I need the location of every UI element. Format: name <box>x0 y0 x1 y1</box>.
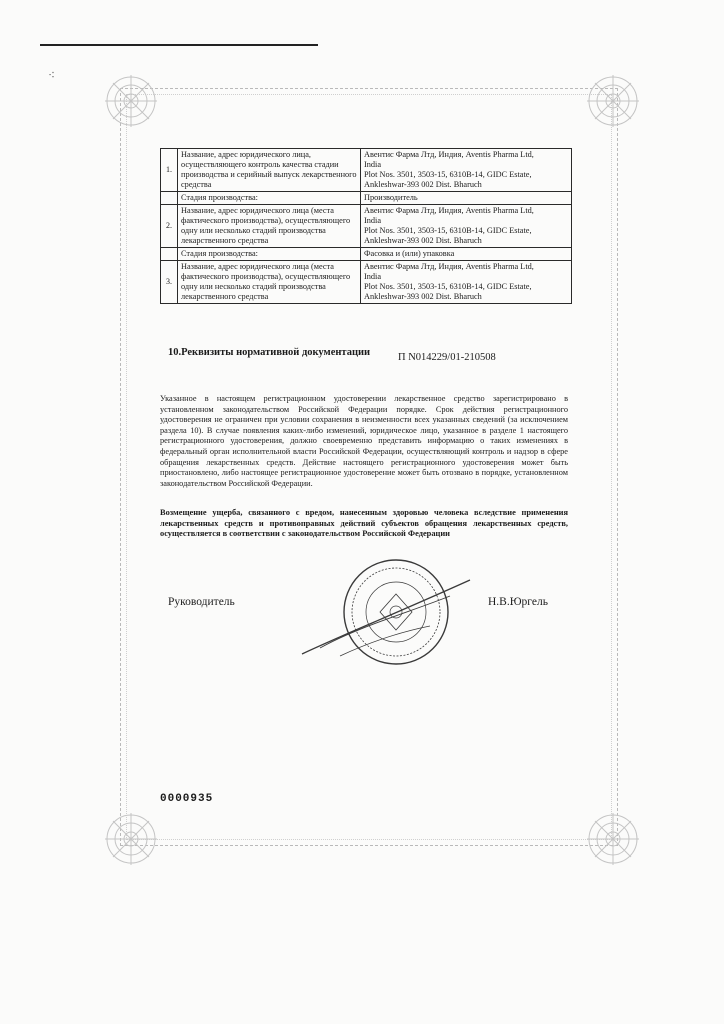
top-rule <box>40 44 318 46</box>
value-line: Ankleshwar-393 002 Dist. Bharuch <box>364 236 482 245</box>
row-label: Название, адрес юридического лица (места фактического производства), осуществляющего одну или несколько стадий производства лекарственного средства <box>178 205 361 248</box>
manufacturer-table <box>160 148 572 304</box>
row-number: 3. <box>161 261 178 304</box>
liability-paragraph: Возмещение ущерба, связанного с вредом, нанесенным здоровью человека вследствие применения лекарственных средств и противоправных действий субъектов обращения лекарственных средств, осуществляется в соответствии с законодательством Российской Федерации <box>160 508 568 539</box>
row-number <box>161 248 178 261</box>
value-line: Ankleshwar-393 002 Dist. Bharuch <box>364 292 482 301</box>
value-line: Plot Nos. 3501, 3503-15, 6310B-14, GIDC Estate, <box>364 170 532 179</box>
row-number: 2. <box>161 205 178 248</box>
value-line: Авентис Фарма Лтд, Индия, Aventis Pharma Ltd, <box>364 206 534 215</box>
table-row <box>161 248 572 261</box>
row-value <box>361 192 572 205</box>
table-row <box>161 261 572 304</box>
table-row <box>161 205 572 248</box>
section-10-title: 10.Реквизиты нормативной документации <box>168 347 371 358</box>
row-value <box>361 205 572 248</box>
validity-paragraph: Указанное в настоящем регистрационном удостоверении лекарственное средство зарегистрировано в установленном законодательством Российской Федерации порядке. Срок действия регистрационного удостоверения не ограничен при условии сохранения в неизменности всех указанных сведений (за исключением раздела 10). В случае появления каких-либо изменений, юридическое лицо, указанное в разделе 1 настоящего регистрационного удостоверения, должно своевременно представить информацию о таких изменениях в федеральный орган исполнительной власти Российской Федерации, осуществляющий контроль и надзор в сфере обращения лекарственных средств. Действие настоящего регистрационного удостоверения может быть приостановлено, либо настоящее регистрационное удостоверение может быть отозвано в порядке, установленном законодательством Российской Федерации. <box>160 394 568 488</box>
row-value <box>361 248 572 261</box>
row-label: Название, адрес юридического лица, осуществляющего контроль качества стадии производства и серийный выпуск лекарственного средства <box>178 149 361 192</box>
value-line: India <box>364 216 382 225</box>
value-line: Plot Nos. 3501, 3503-15, 6310B-14, GIDC Estate, <box>364 226 532 235</box>
value-line: Авентис Фарма Лтд, Индия, Aventis Pharma Ltd, <box>364 262 534 271</box>
value-line: India <box>364 272 382 281</box>
signatory-name: Н.В.Юргель <box>488 596 548 608</box>
row-value <box>361 149 572 192</box>
table-row <box>161 192 572 205</box>
row-label: Стадия производства: <box>178 192 361 205</box>
value-line: Фасовка и (или) упаковка <box>364 249 455 258</box>
value-line: Производитель <box>364 193 418 202</box>
border-ornament-icon <box>102 72 160 130</box>
value-line: Авентис Фарма Лтд, Индия, Aventis Pharma Ltd, <box>364 150 534 159</box>
border-ornament-icon <box>584 810 642 868</box>
table-row <box>161 149 572 192</box>
border-ornament-icon <box>102 810 160 868</box>
border-ornament-icon <box>584 72 642 130</box>
value-line: India <box>364 160 382 169</box>
row-value <box>361 261 572 304</box>
row-label: Название, адрес юридического лица (места фактического производства), осуществляющего одну или несколько стадий производства лекарственного средства <box>178 261 361 304</box>
official-seal-icon <box>300 556 480 676</box>
scan-mark: ⁖ <box>48 68 56 82</box>
value-line: Plot Nos. 3501, 3503-15, 6310B-14, GIDC Estate, <box>364 282 532 291</box>
signatory-role: Руководитель <box>168 596 235 608</box>
value-line: Ankleshwar-393 002 Dist. Bharuch <box>364 180 482 189</box>
row-label: Стадия производства: <box>178 248 361 261</box>
row-number <box>161 192 178 205</box>
row-number: 1. <box>161 149 178 192</box>
form-serial-number: 0000935 <box>160 793 214 805</box>
registration-number: П N014229/01-210508 <box>398 352 496 363</box>
